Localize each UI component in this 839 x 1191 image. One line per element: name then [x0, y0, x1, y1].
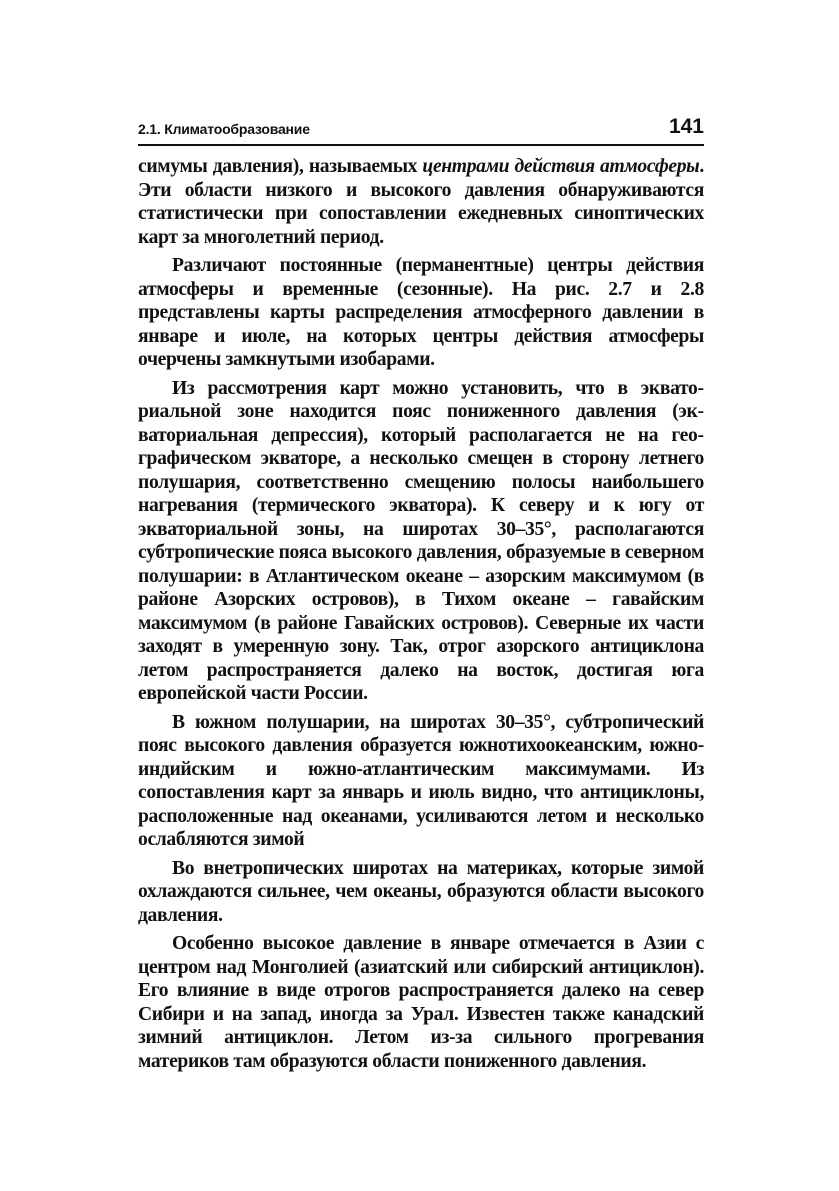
running-header: [138, 114, 704, 146]
page-number: 141: [668, 115, 704, 138]
paragraph-3: Из рассмотрения карт можно установить, что в экваториальной зоне находится пояс пониженного давления (экваториальная депрессия), который располагается не на географическом экваторе, а несколько смещен в сторону летнего полушария, соответственно смещению полосы наибольшего нагревания (термического экватора). К северу и к югу от экваториальной зоны, на широтах 30–35°, располагаются субтропические пояса высокого давления, образуемые в северном полушарии: в Атлантическом океане – азорским максимумом (в районе Азорских островов), в Тихом океане – гавайским максимумом (в районе Гавайских островов). Северные их части заходят в умеренную зону. Так, отрог азорского антициклона летом распространяется далеко на восток, достигая юга европейской части России.: [138, 377, 704, 704]
paragraph-1: [138, 155, 704, 249]
paragraph-1-text-start: симумы давления), называемых: [138, 156, 423, 177]
paragraph-4: В южном полушарии, на широтах 30–35°, субтропический пояс высокого давления образуется южнотихоокеанским, южно-индийским и южно-атлантическим максимумами. Из сопоставления карт за январь и июль видно, что антициклоны, расположенные над океанами, усиливаются летом и несколько ослабляются зимой: [138, 711, 704, 850]
paragraph-1-text-end: . Эти области низкого и высокого давления обнаруживаются статистически при сопоставлении ежедневных синоптических карт за многолетний период.: [138, 156, 704, 248]
term-centers-of-action: центрами действия атмосферы: [422, 156, 700, 177]
body-text: [138, 155, 704, 1078]
paragraph-5: Во внетропических широтах на материках, которые зимой охлаждаются сильнее, чем океаны, образуются области высокого давления.: [138, 857, 704, 926]
paragraph-6: Особенно высокое давление в январе отмечается в Азии с центром над Монголией (азиатский или сибирский антициклон). Его влияние в виде отрогов распространяется далеко на север Сибири и на запад, иногда за Урал. Известен также канадский зимний антициклон. Летом из-за сильного прогревания материков там образуются области пониженного давления.: [138, 933, 704, 1072]
paragraph-2: Различают постоянные (перманентные) центры действия атмосферы и временные (сезонные). На рис. 2.7 и 2.8 представлены карты распределения атмосферного давлении в январе и июле, на которых центры действия атмосферы очерчены замкнутыми изобарами.: [138, 255, 704, 370]
section-title: 2.1. Климатообразование: [138, 121, 310, 137]
